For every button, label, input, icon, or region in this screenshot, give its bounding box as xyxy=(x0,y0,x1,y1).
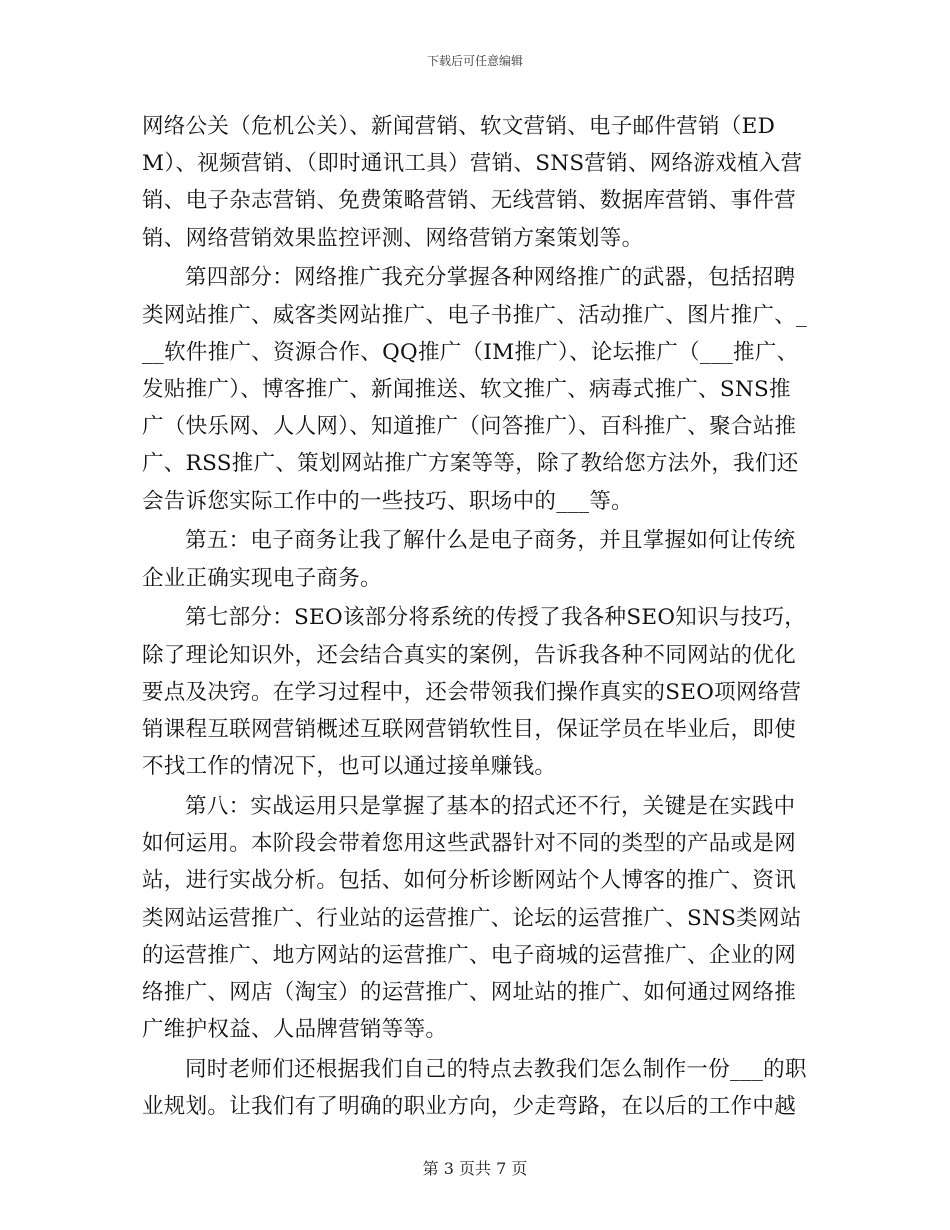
paragraph-part-five: 第五：电子商务让我了解什么是电子商务，并且掌握如何让传统企业正确实现电子商务。 xyxy=(142,528,796,591)
page-header: 下载后可任意编辑 xyxy=(426,54,523,68)
paragraph-part-seven: 第七部分：SEO该部分将系统的传授了我各种SEO知识与技巧，除了理论知识外，还会结合真实的案例，告诉我各种不同网站的优化要点及决窍。在学习过程中，还会带领我们操作真实的SEO项网络营销课程互联网营销概述互联网营销软性目，保证学员在毕业后，即使不找工作的情况下，也可以通过接单赚钱。 xyxy=(142,605,807,780)
paragraph-career-plan: 同时老师们还根据我们自己的特点去教我们怎么制作一份___的职业规划。让我们有了明确的职业方向，少走弯路，在以后的工作中越 xyxy=(142,1057,807,1120)
paragraph-part-four: 第四部分：网络推广我充分掌握各种网络推广的武器，包括招聘类网站推广、威客类网站推广、电子书推广、活动推广、图片推广、___软件推广、资源合作、QQ推广（IM推广）、论坛推广（___推广、发贴推广）、博客推广、新闻推送、软文推广、病毒式推广、SNS推广（快乐网、人人网）、知道推广（问答推广）、百科推广、聚合站推广、RSS推广、策划网站推广方案等等，除了教给您方法外，我们还会告诉您实际工作中的一些技巧、职场中的___等。 xyxy=(142,265,808,514)
document-body xyxy=(142,108,810,1125)
page-number-footer: 第 3 页共 7 页 xyxy=(422,1159,528,1178)
paragraph-part-eight: 第八：实战运用只是掌握了基本的招式还不行，关键是在实践中如何运用。本阶段会带着您用这些武器针对不同的类型的产品或是网站，进行实战分析。包括、如何分析诊断网站个人博客的推广、资讯类网站运营推广、行业站的运营推广、论坛的运营推广、SNS类网站的运营推广、地方网站的运营推广、电子商城的运营推广、企业的网络推广、网店（淘宝）的运营推广、网址站的推广、如何通过网络推广维护权益、人品牌营销等等。 xyxy=(142,794,802,1043)
paragraph-marketing-list: 网络公关（危机公关）、新闻营销、软文营销、电子邮件营销（EDM）、视频营销、（即时通讯工具）营销、SNS营销、网络游戏植入营销、电子杂志营销、免费策略营销、无线营销、数据库营销、事件营销、网络营销效果监控评测、网络营销方案策划等。 xyxy=(142,114,803,251)
